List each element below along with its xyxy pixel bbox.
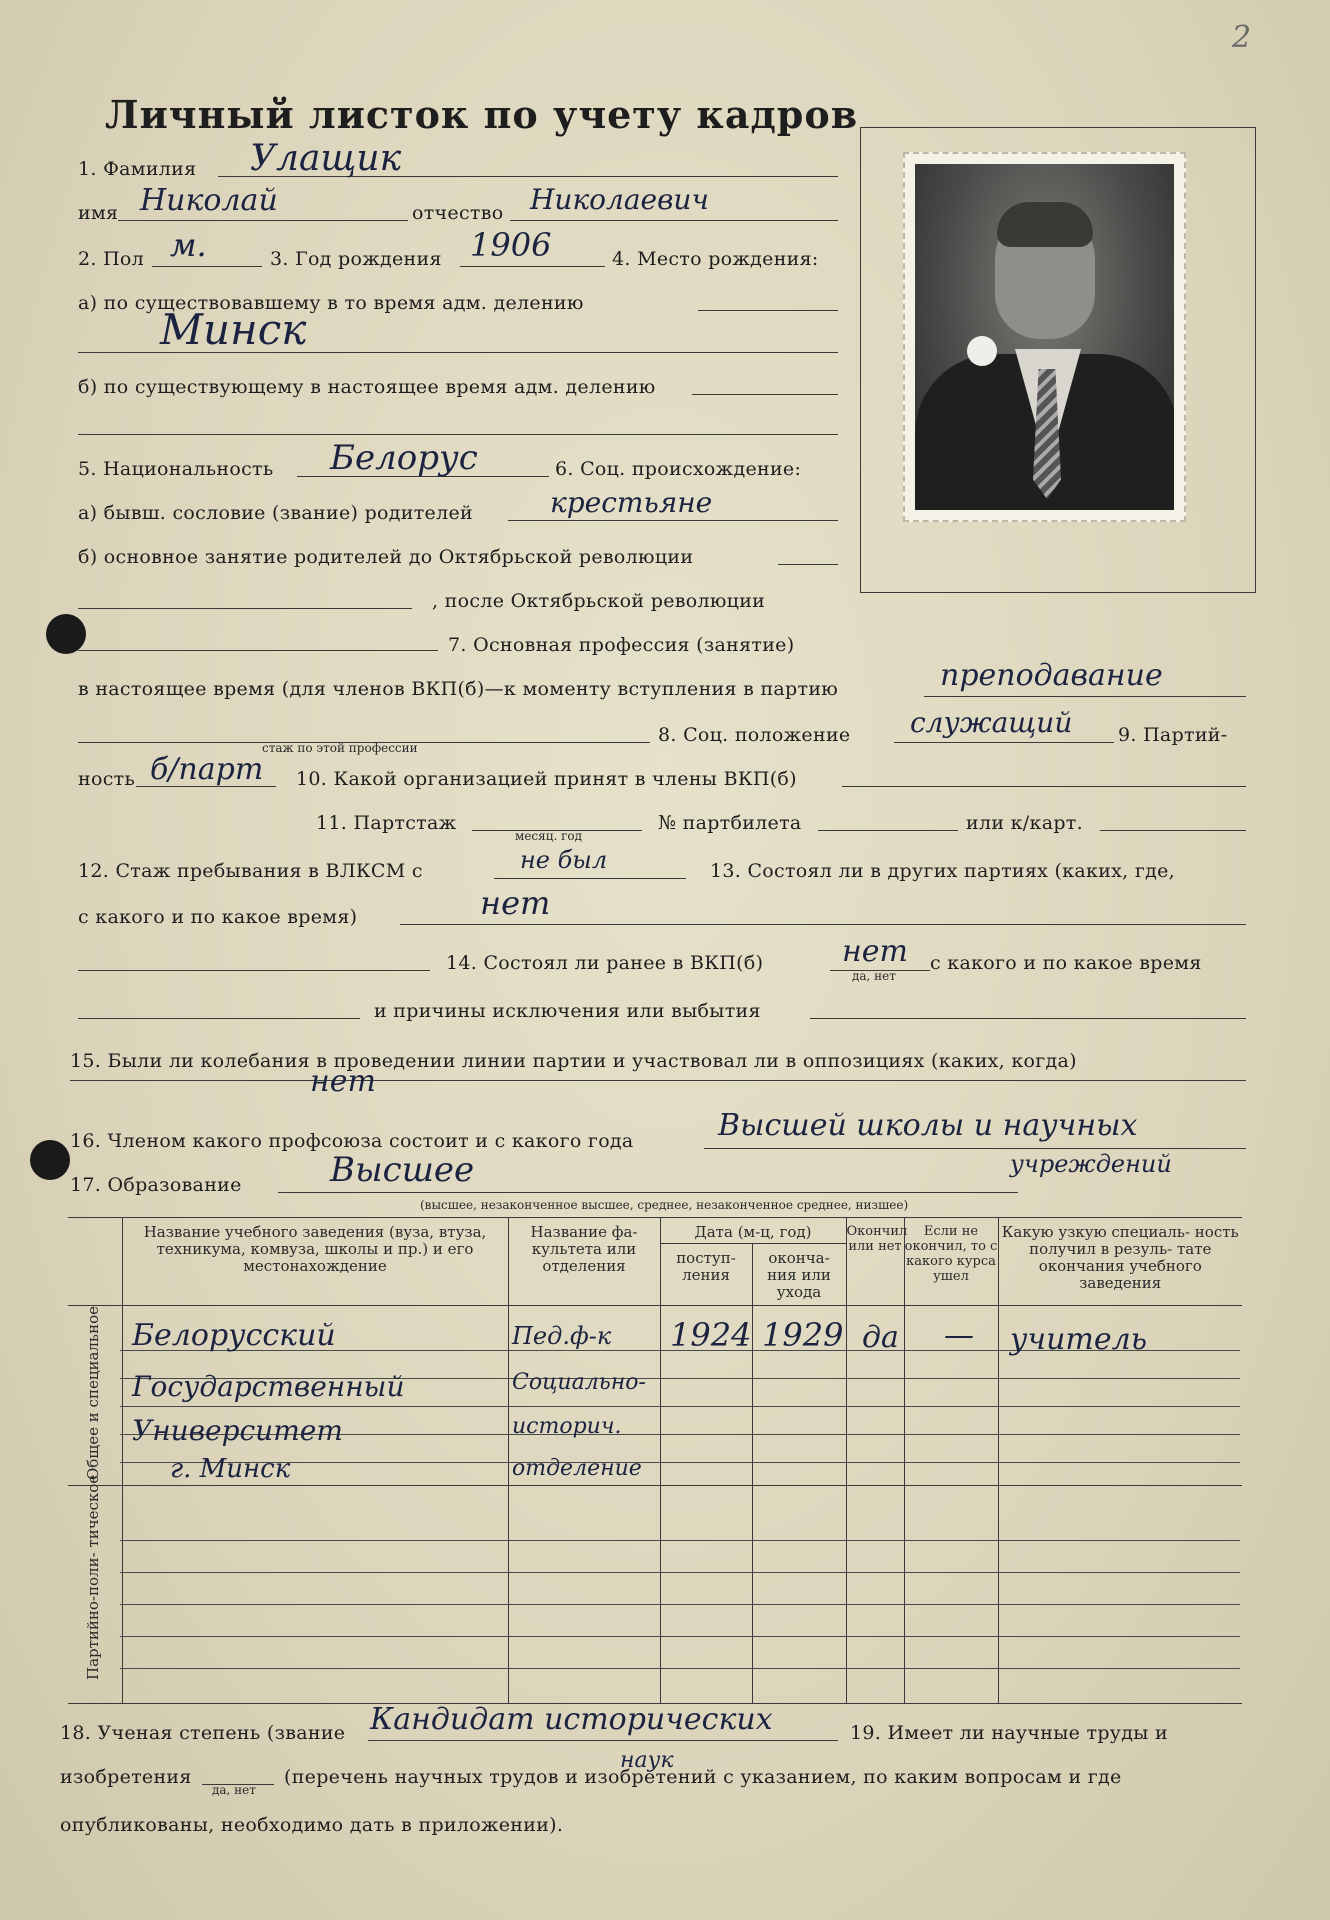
label-works: 19. Имеет ли научные труды и — [850, 1722, 1168, 1744]
hint-education-levels: (высшее, незаконченное высшее, среднее, незаконченное среднее, низшее) — [420, 1198, 909, 1212]
punch-hole-top — [46, 614, 86, 654]
value-nationality: Белорус — [330, 438, 478, 478]
label-or-card: или к/карт. — [966, 812, 1083, 834]
label-party-tenure: 11. Партстаж — [316, 812, 457, 834]
label-education: 17. Образование — [70, 1174, 242, 1196]
value-start-year: 1924 — [670, 1316, 752, 1354]
side-political-label: Партийно-поли- тическое — [84, 1474, 102, 1680]
label-parents-before: б) основное занятие родителей до Октябрьской революции — [78, 546, 694, 568]
value-trade-union-2: учреждений — [1010, 1150, 1172, 1178]
label-party-card: № партбилета — [658, 812, 802, 834]
side-general — [68, 1306, 122, 1486]
value-specialty: учитель — [1010, 1322, 1148, 1357]
label-komsomol: 12. Стаж пребывания в ВЛКСМ с — [78, 860, 423, 882]
value-degree: Кандидат исторических — [370, 1702, 773, 1737]
header-end: оконча- ния или ухода — [752, 1244, 846, 1306]
value-fac-1: Пед.ф-к — [512, 1322, 612, 1350]
value-course: — — [944, 1318, 974, 1353]
label-inventions: изобретения — [60, 1766, 192, 1788]
label-name: имя — [78, 202, 119, 224]
value-estate: крестьяне — [550, 486, 713, 519]
value-other-parties: нет — [480, 884, 551, 922]
label-birth-year: 3. Год рождения — [270, 248, 442, 270]
value-education: Высшее — [330, 1150, 475, 1190]
header-start: поступ- ления — [660, 1244, 752, 1306]
value-inst-2: Государственный — [132, 1370, 405, 1403]
label-prev-vkp: 14. Состоял ли ранее в ВКП(б) — [446, 952, 764, 974]
label-nationality: 5. Национальность — [78, 458, 274, 480]
label-party-2: ность — [78, 768, 136, 790]
value-fac-4: отделение — [512, 1456, 642, 1481]
value-fac-3: историч. — [512, 1414, 622, 1439]
header-course: Если не окончил, то с какого курса ушел — [904, 1218, 998, 1306]
value-sex: м. — [170, 226, 207, 264]
value-trade-union: Высшей школы и научных — [718, 1108, 1138, 1143]
header-institution: Название учебного заведения (вуза, втуза, техникума, комвуза, школы и пр.) и его местонахождение — [122, 1218, 508, 1306]
label-social-status: 8. Соц. положение — [658, 724, 851, 746]
label-org-accepted: 10. Какой организацией принят в члены ВКП(б) — [296, 768, 797, 790]
label-exclusion: и причины исключения или выбытия — [374, 1000, 761, 1022]
label-sex: 2. Пол — [78, 248, 145, 270]
value-finished: да — [862, 1320, 899, 1355]
value-degree-2: наук — [620, 1748, 674, 1773]
header-faculty: Название фа- культета или отделения — [508, 1218, 660, 1306]
hint-month-year: месяц. год — [515, 829, 582, 843]
value-fac-2: Социально- — [512, 1370, 646, 1395]
label-social-origin: 6. Соц. происхождение: — [555, 458, 802, 480]
value-social-status: служащий — [910, 706, 1073, 739]
label-degree: 18. Ученая степень (звание — [60, 1722, 346, 1744]
value-inst-4: г. Минск — [170, 1454, 291, 1484]
label-trade-union: 16. Членом какого профсоюза состоит и с какого года — [70, 1130, 634, 1152]
value-inst-3: Университет — [132, 1414, 343, 1447]
hint-yes-no-2: да, нет — [212, 1783, 256, 1797]
punch-hole-bottom — [30, 1140, 70, 1180]
label-party: 9. Партий- — [1118, 724, 1228, 746]
hint-yes-no: да, нет — [852, 969, 896, 983]
label-other-parties: 13. Состоял ли в других партиях (каких, где, — [710, 860, 1175, 882]
header-date: Дата (м-ц, год) — [660, 1218, 846, 1244]
header-specialty: Какую узкую специаль- ность получил в резуль- тате окончания учебного заведения — [998, 1218, 1242, 1306]
label-birthplace: 4. Место рождения: — [612, 248, 819, 270]
label-birthplace-a: а) по существовавшему в то время адм. делению — [78, 292, 584, 314]
portrait-photo — [903, 152, 1186, 522]
label-works-list: (перечень научных трудов и изобретений с указанием, по каким вопросам и где — [284, 1766, 1122, 1788]
value-profession: преподавание — [940, 658, 1163, 693]
label-opposition: 15. Были ли колебания в проведении линии партии и участвовал ли в оппозициях (каких, когда) — [70, 1050, 1077, 1072]
form-title: Личный листок по учету кадров — [105, 92, 859, 137]
hint-profession-tenure: стаж по этой профессии — [262, 741, 418, 755]
label-estate: а) бывш. сословие (звание) родителей — [78, 502, 473, 524]
value-birthplace: Минск — [160, 305, 307, 354]
label-other-parties-2: с какого и по какое время) — [78, 906, 358, 928]
label-patronymic: отчество — [412, 202, 504, 224]
value-patronymic: Николаевич — [530, 183, 709, 216]
label-profession-now: в настоящее время (для членов ВКП(б)—к моменту вступления в партию — [78, 678, 839, 700]
value-party: б/парт — [150, 752, 264, 787]
value-birth-year: 1906 — [470, 226, 552, 264]
header-finished: Окончил или нет — [846, 1218, 904, 1306]
label-surname: 1. Фамилия — [78, 158, 197, 180]
page-number: 2 — [1232, 20, 1252, 55]
value-opposition: нет — [310, 1064, 376, 1099]
value-name: Николай — [140, 183, 278, 218]
side-header-blank — [68, 1218, 122, 1306]
value-surname: Улащик — [250, 138, 402, 179]
label-profession: 7. Основная профессия (занятие) — [448, 634, 795, 656]
label-prev-vkp-when: с какого и по какое время — [930, 952, 1202, 974]
label-works-appendix: опубликованы, необходимо дать в приложении). — [60, 1814, 564, 1836]
side-general-label: Общее и специальное — [84, 1305, 102, 1481]
side-political — [68, 1474, 122, 1704]
label-birthplace-b: б) по существующему в настоящее время адм. делению — [78, 376, 656, 398]
value-inst-1: Белорусский — [132, 1318, 336, 1353]
value-prev-vkp: нет — [842, 934, 908, 969]
label-parents-after: , после Октябрьской революции — [432, 590, 766, 612]
value-komsomol: не был — [520, 846, 608, 874]
value-end-year: 1929 — [762, 1316, 844, 1354]
